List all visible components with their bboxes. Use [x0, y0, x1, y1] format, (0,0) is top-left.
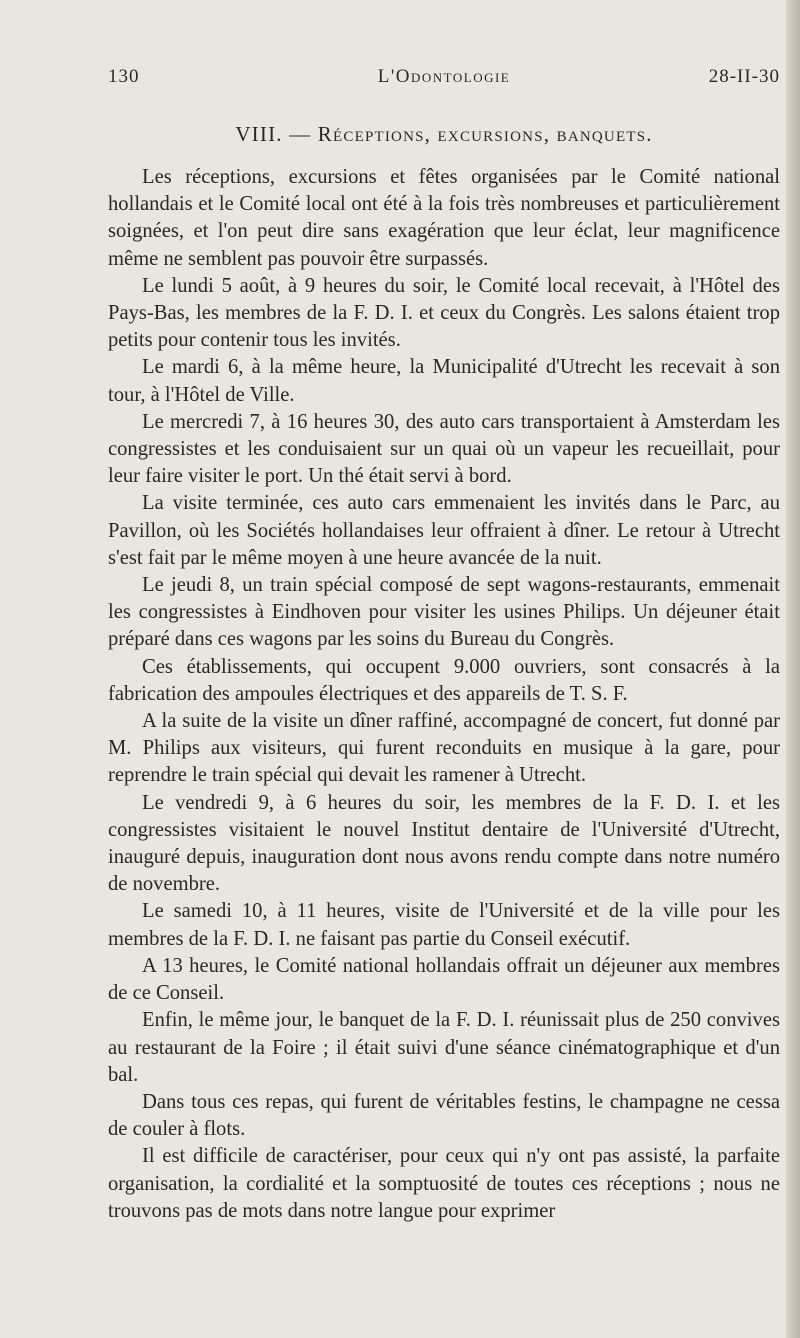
paragraph: Il est difficile de caractériser, pour ceux qui n'y ont pas assisté, la parfaite organisation, la cordialité et la somptuosité de toutes ces réceptions ; nous ne trouvons pas de mots dans notre langue pour exprimer	[108, 1145, 780, 1222]
paragraph: Le jeudi 8, un train spécial composé de sept wagons-restaurants, emmenait les congressistes à Eindhoven pour visiter les usines Philips. Un déjeuner était préparé dans ces wagons par les soins du Bureau du Congrès.	[108, 574, 780, 651]
paragraph: A 13 heures, le Comité national hollandais offrait un déjeuner aux membres de ce Conseil.	[108, 954, 780, 1005]
paragraph: Le lundi 5 août, à 9 heures du soir, le Comité local recevait, à l'Hôtel des Pays-Bas, les membres de la F. D. I. et ceux du Congrès. Les salons étaient trop petits pour contenir tous les invités.	[108, 274, 780, 352]
paragraph: Le mercredi 7, à 16 heures 30, des auto cars transportaient à Amsterdam les congressistes et les conduisaient sur un quai où un vapeur les recueillait, pour leur faire visiter le port. Un thé était servi à bord.	[108, 410, 780, 488]
paragraph: Dans tous ces repas, qui furent de véritables festins, le champagne ne cessa de couler à flots.	[108, 1090, 780, 1141]
paragraph: Enfin, le même jour, le banquet de la F. D. I. réunissait plus de 250 convives au restaurant de la Foire ; il était suivi d'une séance cinématographique et d'un bal.	[108, 1009, 780, 1086]
paragraph: A la suite de la visite un dîner raffiné, accompagné de concert, fut donné par M. Philips aux visiteurs, qui furent reconduits en musique à la gare, pour reprendre le train spécial qui devait les ramener à Utrecht.	[108, 710, 780, 787]
paragraph: Le vendredi 9, à 6 heures du soir, les membres de la F. D. I. et les congressistes visitaient le nouvel Institut dentaire de l'Université d'Utrecht, inauguré depuis, inauguration dont nous avons rendu compte dans notre numéro de novembre.	[108, 791, 780, 896]
journal-title: L'Odontologie	[377, 66, 511, 87]
page-number: 130	[108, 66, 140, 87]
paragraph: La visite terminée, ces auto cars emmenaient les invités dans le Parc, au Pavillon, où les Sociétés hollandaises leur offraient à dîner. Le retour à Utrecht s'est fait par le même moyen à une heure avancée de la nuit.	[108, 492, 780, 569]
running-head	[108, 66, 780, 96]
paragraph: Le mardi 6, à la même heure, la Municipalité d'Utrecht les recevait à son tour, à l'Hôtel de Ville.	[108, 356, 780, 406]
paragraph: Les réceptions, excursions et fêtes organisées par le Comité national hollandais et le Comité local ont été à la fois très nombreuses et particulièrement soignées, et l'on peut dire sans exagération que leur éclat, leur magnificence même ne semblent pas pouvoir être surpassés.	[108, 166, 780, 270]
section-heading: VIII. — Réceptions, excursions, banquets.	[235, 122, 653, 146]
paragraph: Ces établissements, qui occupent 9.000 ouvriers, sont consacrés à la fabrication des ampoules électriques et des appareils de T. S. F.	[108, 655, 780, 705]
body-text	[108, 164, 780, 1225]
issue-date: 28-II-30	[708, 66, 780, 87]
paragraph: Le samedi 10, à 11 heures, visite de l'Université et de la ville pour les membres de la F. D. I. ne faisant pas partie du Conseil exécutif.	[108, 900, 780, 950]
page-edge	[786, 0, 800, 1338]
